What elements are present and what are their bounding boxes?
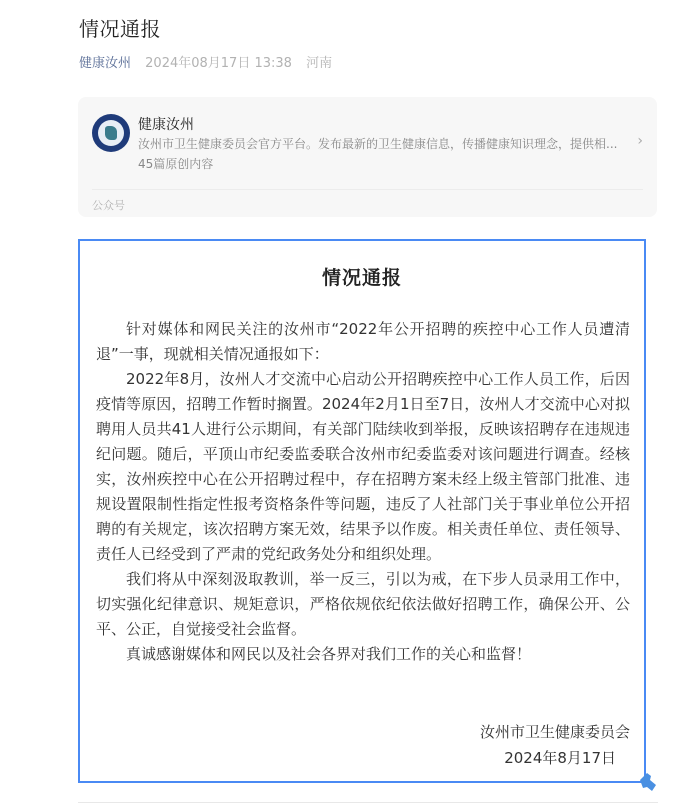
notice-box xyxy=(78,239,646,783)
notice-paragraph: 针对媒体和网民关注的汝州市“2022年公开招聘的疾控中心工作人员遭清退”一事，现就相关情况通报如下： xyxy=(96,320,630,363)
notice-paragraph: 真诚感谢媒体和网民以及社会各界对我们工作的关心和监督！ xyxy=(126,645,532,663)
chevron-right-icon[interactable]: › xyxy=(637,133,643,149)
bottom-divider xyxy=(78,802,658,803)
article-title: 情况通报 xyxy=(79,17,161,41)
account-link[interactable]: 健康汝州 xyxy=(79,56,132,71)
original-count: 45篇原创内容 xyxy=(138,157,214,171)
signature-date: 2024年8月17日 xyxy=(504,749,616,767)
notice-paragraph: 2022年8月，汝州人才交流中心启动公开招聘疾控中心工作人员工作，后因疫情等原因，招聘工作暂时搁置。2024年2月1日至7日，汝州人才交流中心对拟聘用人员共41人进行公示期间，有关部门陆续收到举报，反映该招聘存在违规违纪问题。随后，平顶山市纪委监委联合汝州市纪委监委对该问题进行调查。经核实，汝州疾控中心在公开招聘过程中，存在招聘方案未经上级主管部门批准、违规设置限制性指定性报考资格条件等问题，违反了人社部门关于事业单位公开招聘的有关规定，该次招聘方案无效，结果予以作废。相关责任单位、责任领导、责任人已经受到了严肃的党纪政务处分和组织处理。 xyxy=(96,370,630,563)
notice-heading: 情况通报 xyxy=(321,267,402,289)
account-description: 汝州市卫生健康委员会官方平台。发布最新的卫生健康信息，传播健康知识理念，提供相... xyxy=(138,137,618,151)
article-meta xyxy=(79,52,332,71)
bookmark-flag-icon[interactable] xyxy=(637,771,659,793)
publish-time: 2024年08月17日 13:38 xyxy=(145,56,292,71)
account-type-label: 公众号 xyxy=(92,199,125,212)
notice-signature xyxy=(480,719,630,771)
card-divider xyxy=(92,189,643,190)
account-card[interactable] xyxy=(78,97,657,217)
notice-body xyxy=(96,317,630,667)
account-name: 健康汝州 xyxy=(138,117,194,133)
org-logo-icon xyxy=(92,114,130,152)
publish-location: 河南 xyxy=(306,56,333,71)
notice-paragraph: 我们将从中深刻汲取教训，举一反三，引以为戒，在下步人员录用工作中，切实强化纪律意识、规矩意识，严格依规依纪依法做好招聘工作，确保公开、公平、公正，自觉接受社会监督。 xyxy=(96,570,630,638)
signature-org: 汝州市卫生健康委员会 xyxy=(479,723,630,741)
